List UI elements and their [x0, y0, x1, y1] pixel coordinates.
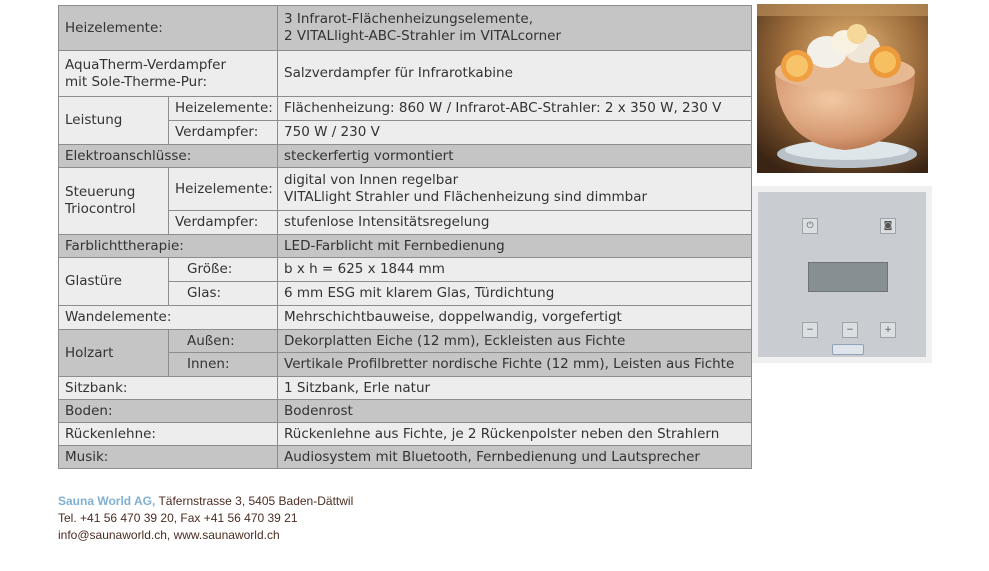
row-aquatherm	[59, 51, 752, 97]
row-wand	[59, 306, 752, 330]
row-leistung-1	[59, 97, 752, 121]
row-value	[278, 168, 752, 211]
sub-label: Glas:	[169, 282, 278, 306]
row-label: Heizelemente:	[59, 6, 278, 51]
row-sitzbank	[59, 377, 752, 400]
row-value: Rückenlehne aus Fichte, je 2 Rückenpolster neben den Strahlern	[278, 423, 752, 446]
footer-contact	[58, 493, 353, 544]
row-musik	[59, 446, 752, 469]
row-farblicht	[59, 235, 752, 258]
lcd-display	[808, 262, 888, 292]
row-label: Farblichttherapie:	[59, 235, 278, 258]
row-boden	[59, 400, 752, 423]
label-line: Triocontrol	[65, 201, 136, 217]
row-value: stufenlose Intensitätsregelung	[278, 211, 752, 235]
value-line: 2 VITALlight-ABC-Strahler im VITALcorner	[284, 28, 562, 44]
power-icon: ⏻	[802, 218, 818, 234]
company-name: Sauna World AG,	[58, 494, 156, 508]
label-line: Steuerung	[65, 184, 136, 200]
sub-label: Verdampfer:	[169, 211, 278, 235]
row-label: Glastüre	[59, 258, 169, 306]
row-heizelemente	[59, 6, 752, 51]
address-text: Täfernstrasse 3, 5405 Baden-Dättwil	[158, 494, 354, 508]
sub-label: Heizelemente:	[169, 168, 278, 211]
row-holzart-1	[59, 330, 752, 353]
row-value: 750 W / 230 V	[278, 121, 752, 145]
footer-line-web[interactable]: info@saunaworld.ch, www.saunaworld.ch	[58, 528, 280, 542]
row-label	[59, 51, 278, 97]
value-line: digital von Innen regelbar	[284, 172, 459, 188]
row-value: 1 Sitzbank, Erle natur	[278, 377, 752, 400]
row-value: LED-Farblicht mit Fernbedienung	[278, 235, 752, 258]
footer-line-address	[58, 493, 353, 510]
row-value: b x h = 625 x 1844 mm	[278, 258, 752, 282]
light-icon: ◙	[880, 218, 896, 234]
row-label: Wandelemente:	[59, 306, 278, 330]
row-value: Bodenrost	[278, 400, 752, 423]
plus-button-icon: +	[880, 322, 896, 338]
row-label: Holzart	[59, 330, 169, 377]
sub-label: Verdampfer:	[169, 121, 278, 145]
value-line: 3 Infrarot-Flächenheizungselemente,	[284, 11, 533, 27]
row-value: Flächenheizung: 860 W / Infrarot-ABC-Strahler: 2 x 350 W, 230 V	[278, 97, 752, 121]
row-steuerung-1	[59, 168, 752, 211]
row-glastuer-1	[59, 258, 752, 282]
control-panel-body	[758, 192, 926, 357]
row-value: Mehrschichtbauweise, doppelwandig, vorgefertigt	[278, 306, 752, 330]
sub-label: Heizelemente:	[169, 97, 278, 121]
row-ruecken	[59, 423, 752, 446]
label-line: mit Sole-Therme-Pur:	[65, 73, 208, 90]
row-label: Boden:	[59, 400, 278, 423]
row-label: Rückenlehne:	[59, 423, 278, 446]
brand-logo	[832, 344, 864, 355]
row-value: Dekorplatten Eiche (12 mm), Eckleisten aus Fichte	[278, 330, 752, 353]
row-label: Musik:	[59, 446, 278, 469]
row-value: Vertikale Profilbretter nordische Fichte (12 mm), Leisten aus Fichte	[278, 353, 752, 377]
row-value: Audiosystem mit Bluetooth, Fernbedienung und Lautsprecher	[278, 446, 752, 469]
sub-label: Größe:	[169, 258, 278, 282]
row-value	[278, 6, 752, 51]
control-panel-photo	[752, 186, 932, 363]
minus-button-icon: −	[802, 322, 818, 338]
sub-label: Innen:	[169, 353, 278, 377]
row-label: Sitzbank:	[59, 377, 278, 400]
row-value: 6 mm ESG mit klarem Glas, Türdichtung	[278, 282, 752, 306]
value-line: VITALlight Strahler und Flächenheizung sind dimmbar	[284, 189, 648, 205]
footer-line-phone: Tel. +41 56 470 39 20, Fax +41 56 470 39 21	[58, 511, 298, 525]
row-label	[59, 168, 169, 235]
row-label: Leistung	[59, 97, 169, 145]
label-line: AquaTherm-Verdampfer	[65, 56, 227, 73]
mode-button-icon: −	[842, 322, 858, 338]
row-label: Elektroanschlüsse:	[59, 145, 278, 168]
row-value: steckerfertig vormontiert	[278, 145, 752, 168]
salt-bowl-photo	[757, 4, 928, 173]
spec-table	[58, 5, 752, 469]
row-elektro	[59, 145, 752, 168]
sub-label: Außen:	[169, 330, 278, 353]
salt-bowl-image	[757, 4, 928, 173]
row-value: Salzverdampfer für Infrarotkabine	[278, 51, 752, 97]
